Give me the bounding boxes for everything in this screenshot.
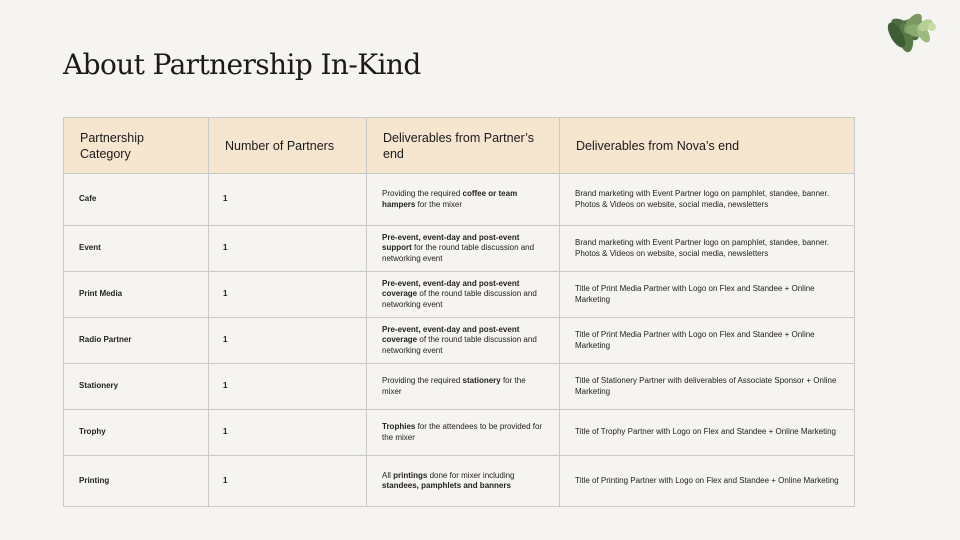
partner-count-cell: 1	[209, 456, 367, 507]
partner-deliverables-cell	[367, 226, 560, 272]
page-title: About Partnership In-Kind	[63, 48, 421, 81]
partner-count-cell: 1	[209, 364, 367, 410]
emphasis-text: Pre-event, event-day and post-event coverage	[382, 278, 520, 299]
emphasis-text: Pre-event, event-day and post-event support	[382, 232, 520, 253]
header-nova-deliverables: Deliverables from Nova’s end	[560, 118, 855, 174]
partner-deliverables-cell	[367, 318, 560, 364]
partner-count-cell: 1	[209, 410, 367, 456]
deliverable-text: for the round table discussion and networking event	[382, 243, 535, 263]
nova-deliverables-cell: Title of Print Media Partner with Logo on Flex and Standee + Online Marketing	[560, 318, 855, 364]
table-row	[64, 226, 855, 272]
partner-deliverables-cell	[367, 364, 560, 410]
category-cell: Radio Partner	[64, 318, 209, 364]
succulent-plant-icon	[870, 0, 960, 80]
table-row	[64, 318, 855, 364]
deliverable-text: of the round table discussion and networking event	[382, 335, 537, 355]
category-cell: Cafe	[64, 174, 209, 226]
category-cell: Stationery	[64, 364, 209, 410]
header-partnership-category: Partnership Category	[64, 118, 209, 174]
table-row	[64, 456, 855, 507]
deliverable-text: All	[382, 470, 394, 480]
emphasis-text: stationery	[462, 376, 501, 385]
deliverable-text: of the round table discussion and networking event	[382, 289, 537, 309]
emphasis-text: coffee or team hampers	[382, 189, 518, 209]
nova-deliverables-cell: Title of Print Media Partner with Logo on Flex and Standee + Online Marketing	[560, 272, 855, 318]
emphasis-text: Trophies	[382, 422, 416, 431]
partner-count-cell: 1	[209, 226, 367, 272]
nova-deliverables-cell: Title of Printing Partner with Logo on Flex and Standee + Online Marketing	[560, 456, 855, 507]
category-cell: Printing	[64, 456, 209, 507]
partner-count-cell: 1	[209, 318, 367, 364]
table-row	[64, 364, 855, 410]
nova-deliverables-cell: Title of Stationery Partner with deliverables of Associate Sponsor + Online Marketing	[560, 364, 855, 410]
partnership-table	[63, 117, 855, 507]
partner-deliverables-cell	[367, 272, 560, 318]
emphasis-text: Pre-event, event-day and post-event coverage	[382, 324, 520, 345]
category-cell: Event	[64, 226, 209, 272]
table-row	[64, 272, 855, 318]
table-header-row	[64, 118, 855, 174]
category-cell: Trophy	[64, 410, 209, 456]
partner-deliverables-cell	[367, 410, 560, 456]
deliverable-text: for the mixer	[415, 199, 463, 209]
category-cell: Print Media	[64, 272, 209, 318]
header-number-of-partners: Number of Partners	[209, 118, 367, 174]
header-partner-deliverables: Deliverables from Partner’s end	[367, 118, 560, 174]
table-row	[64, 410, 855, 456]
partner-deliverables-cell	[367, 456, 560, 507]
deliverable-text: Providing the required	[382, 189, 463, 198]
nova-deliverables-cell: Title of Trophy Partner with Logo on Flex and Standee + Online Marketing	[560, 410, 855, 456]
emphasis-text: standees, pamphlets and banners	[382, 481, 511, 490]
partner-count-cell: 1	[209, 174, 367, 226]
partner-deliverables-cell	[367, 174, 560, 226]
nova-deliverables-cell: Brand marketing with Event Partner logo on pamphlet, standee, banner. Photos & Videos on website, social media, newsletters	[560, 174, 855, 226]
deliverable-text: for the attendees to be provided for the mixer	[382, 422, 543, 442]
emphasis-text: printings	[393, 470, 428, 480]
deliverable-text: for the mixer	[382, 376, 526, 396]
partner-count-cell: 1	[209, 272, 367, 318]
deliverable-text: done for mixer including	[427, 470, 515, 480]
table-row	[64, 174, 855, 226]
deliverable-text: Providing the required	[382, 376, 463, 385]
nova-deliverables-cell: Brand marketing with Event Partner logo on pamphlet, standee, banner. Photos & Videos on website, social media, newsletters	[560, 226, 855, 272]
